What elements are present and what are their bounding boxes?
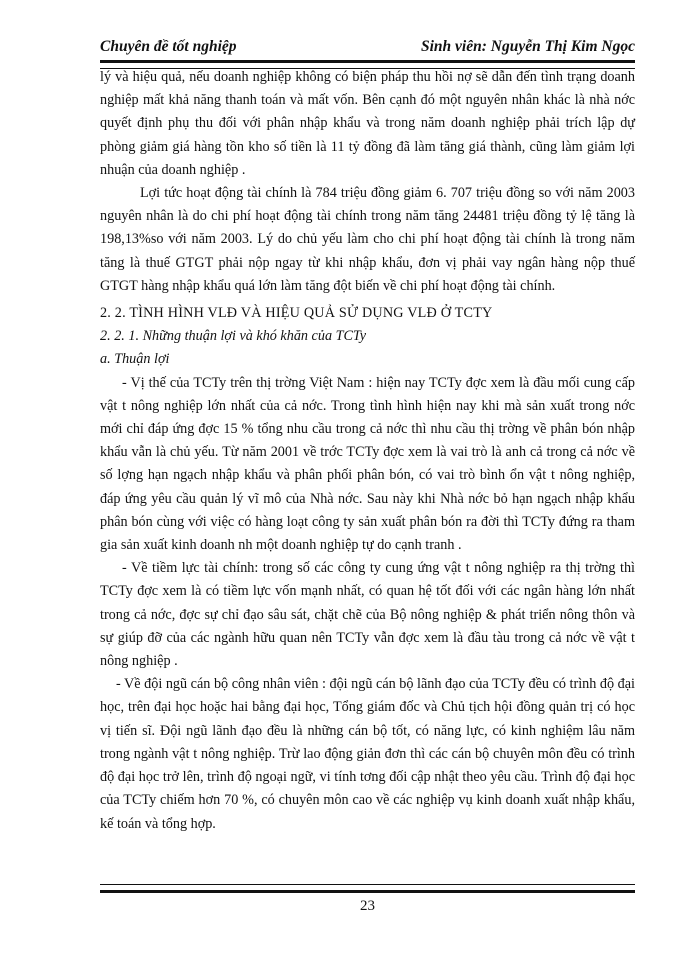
page-header — [100, 36, 635, 58]
sub-subsection-heading: a. Thuận lợi — [100, 351, 170, 368]
paragraph-3: - Vị thế của TCTy trên thị trờng Việt Nam : hiện nay TCTy đợc xem là đầu mối cung cấp vật t nông nghiệp lớn nhất của cả nớc. Trong tình hình hiện nay khi mà sản xuất trong nớc mới chỉ đáp ứng đợc 15 % tổng nhu cầu trong cả nớc thì nhu cầu thị trờng về phân bón nhập khẩu vẫn là chủ yếu. Từ năm 2001 về trớc TCTy đợc xem là vai trò là anh cả trong cả nớc về số lợng hạn ngạch nhập khẩu và phân phối phân bón, có vai trò bình ổn vật t nông nghiệp, đáp ứng yêu cầu quản lý vĩ mô của Nhà nớc. Sau này khi Nhà nớc bỏ hạn ngạch nhập khẩu phân bón cùng với việc có hàng loạt công ty sản xuất phân bón ra đời thì TCTy đứng ra tham gia sản xuất kinh doanh nh một doanh nghiệp tự do cạnh tranh . — [100, 374, 635, 554]
paragraph-5: - Về đội ngũ cán bộ công nhân viên : đội ngũ cán bộ lãnh đạo của TCTy đều có trình độ đại học, trên đại học hoặc hai bằng đại học, Tổng giám đốc và Chủ tịch hội đồng quản trị có học vị tiến sĩ. Đội ngũ lãnh đạo đều là những cán bộ tốt, có năng lực, có kinh nghiệm lâu năm trong ngành vật t nông nghiệp. Trừ lao động giản đơn thì các cán bộ chuyên môn đều có trình độ đại học trở lên, trình độ ngoại ngữ, vi tính tơng đối cập nhật theo yêu cầu. Trình độ đại học của TCTy chiếm hơn 70 %, có chuyên môn cao về các nghiệp vụ kinh doanh xuất nhập khẩu, kế toán và tổng hợp. — [100, 676, 635, 832]
section-heading: 2. 2. TÌNH HÌNH VLĐ VÀ HIỆU QUẢ SỬ DỤNG VLĐ Ở TCTY — [100, 305, 493, 322]
page-number: 23 — [360, 898, 375, 914]
paragraph-2: Lợi tức hoạt động tài chính là 784 triệu đồng giảm 6. 707 triệu đồng so với năm 2003 nguyên nhân là do chi phí hoạt động tài chính trong năm tăng 24481 triệu đồng tỷ lệ tăng là 198,13%so với năm 2003. Lý do chủ yếu làm cho chi phí hoạt động tài chính là trong năm tăng là thuế GTGT phải nộp ngay từ khi nhập khẩu, đơn vị phải vay ngân hàng nộp thuế GTGT hàng nhập khẩu quá lớn làm tăng đột biến về chi phí hoạt động tài chính. — [100, 185, 635, 294]
footer-rule — [100, 884, 635, 893]
header-right-author: Sinh viên: Nguyễn Thị Kim Ngọc — [420, 38, 635, 55]
paragraph-1: lý và hiệu quả, nếu doanh nghiệp không có biện pháp thu hồi nợ sẽ dẫn đến tình trạng doanh nghiệp mất khả năng thanh toán và mất vốn. Bên cạnh đó một nguyên nhân khác là nhà nớc quyết định phụ thu đối với phân nhập khẩu và trong năm doanh nghiệp phải trích lập dự phòng giảm giá hàng tồn kho số tiền là 11 tỷ đồng đã làm tăng giá thành, cũng làm giảm lợi nhuận của doanh nghiệp . — [100, 69, 635, 178]
paragraph-4: - Về tiềm lực tài chính: trong số các công ty cung ứng vật t nông nghiệp ra thị trờng thì TCTy đợc xem là có tiềm lực vốn mạnh nhất, có quan hệ tốt đối với các ngân hàng lớn nhất trong cả nớc, đợc sự chỉ đạo sâu sát, chặt chẽ của Bộ nông nghiệp & phát triển nông thôn và sự giúp đỡ của các ngành hữu quan nên TCTy vẫn đợc xem là đầu tàu trong cả nớc về vật t nông nghiệp . — [100, 560, 635, 670]
document-body — [100, 66, 635, 836]
header-left-title: Chuyên đề tốt nghiệp — [100, 38, 237, 55]
subsection-heading: 2. 2. 1. Những thuận lợi và khó khăn của TCTy — [100, 328, 367, 345]
